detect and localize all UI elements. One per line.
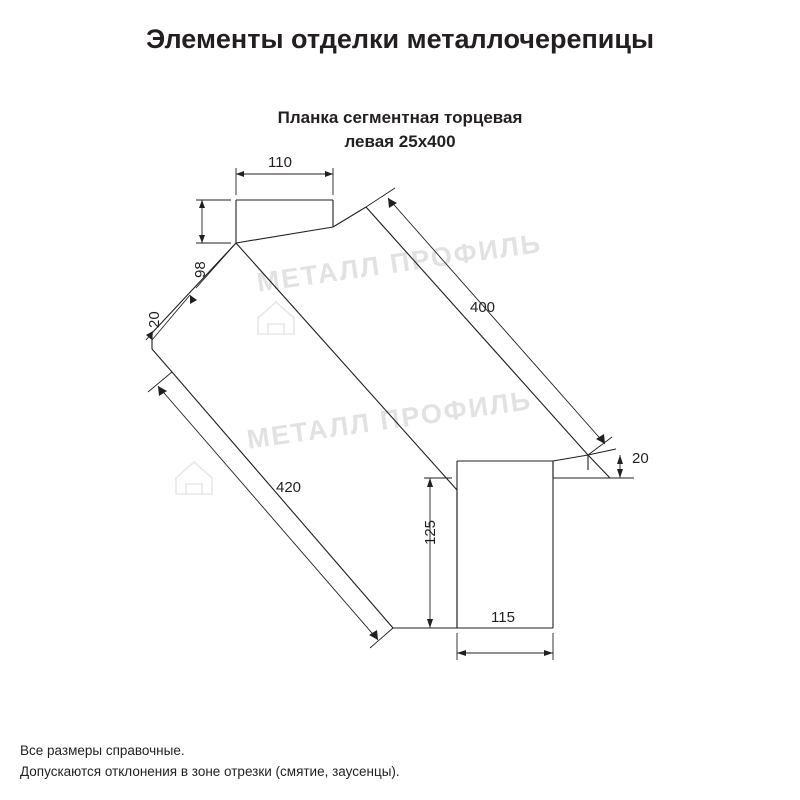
part-long-inner-edge	[236, 243, 457, 490]
watermark-logo-bottom	[176, 462, 212, 494]
dim-20-right	[588, 449, 634, 478]
part-upper-fold-line	[236, 227, 333, 243]
subtitle-line-1: Планка сегментная торцевая	[277, 108, 523, 127]
dim-label-110: 110	[268, 154, 292, 171]
dim-110	[236, 168, 333, 195]
subtitle-line-2: левая 25х400	[344, 132, 456, 151]
watermark-text-top: МЕТАЛЛ ПРОФИЛЬ	[255, 228, 544, 298]
part-right-flange-diag	[588, 455, 610, 478]
dim-label-420: 420	[276, 479, 302, 496]
dim-label-98: 98	[192, 261, 209, 278]
watermark-logo-top	[258, 302, 294, 334]
part-right-flange-top	[553, 455, 588, 461]
dim-label-400: 400	[470, 299, 496, 316]
footer-line-1: Все размеры справочные.	[20, 743, 185, 758]
footer-notes	[20, 740, 720, 782]
footer-line-2: Допускаются отклонения в зоне отрезки (смятие, заусенцы).	[20, 764, 400, 779]
page-title: Элементы отделки металлочерепицы	[145, 24, 655, 54]
part-left-flange-bottom	[152, 349, 172, 372]
watermark-text-bottom: МЕТАЛЛ ПРОФИЛЬ	[245, 385, 534, 455]
part-upper-edge-1	[333, 207, 366, 227]
dim-label-125: 125	[422, 519, 439, 545]
dim-label-20-right: 20	[632, 450, 649, 467]
dim-98	[196, 200, 231, 243]
dim-label-20-left: 20	[146, 311, 163, 328]
dim-115	[457, 633, 553, 660]
dim-125	[424, 478, 452, 628]
dim-400	[366, 188, 612, 455]
dim-420	[148, 372, 393, 648]
dim-label-115: 115	[491, 609, 515, 626]
part-long-top-right-edge	[366, 207, 588, 455]
part-long-bottom-left-edge	[172, 372, 393, 628]
